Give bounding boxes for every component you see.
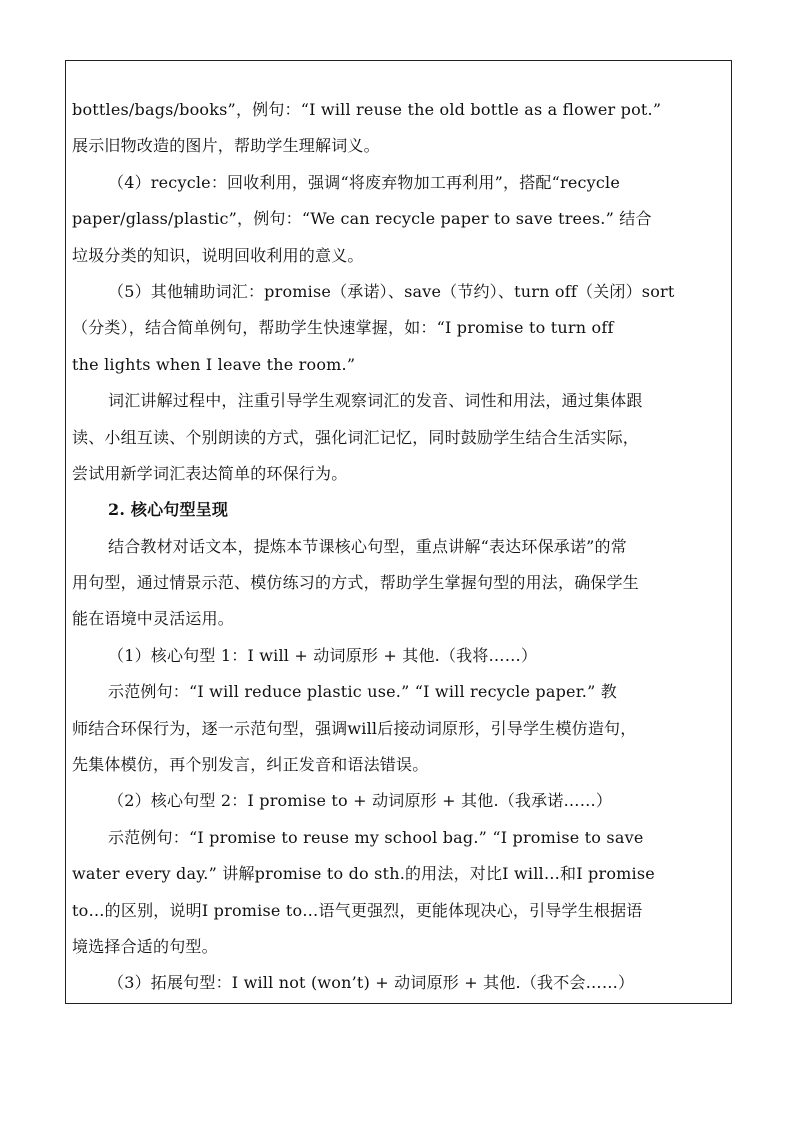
text-line: （5）其他辅助词汇：promise（承诺）、save（节约）、turn off（关闭）sort <box>108 281 675 301</box>
text-line: 先集体模仿，再个别发言，纠正发音和语法错误。 <box>72 755 429 775</box>
text-line: 示范例句：“I will reduce plastic use.” “I will recycle paper.” 教 <box>108 682 617 702</box>
section-heading: 2. 核心句型呈现 <box>108 500 229 520</box>
text-line: the lights when I leave the room.” <box>72 354 356 374</box>
text-line: 境选择合适的句型。 <box>72 936 218 956</box>
text-line: 垃圾分类的知识，说明回收利用的意义。 <box>72 245 364 265</box>
text-line: paper/glass/plastic”，例句：“We can recycle paper to save trees.” 结合 <box>72 209 652 229</box>
text-line: 词汇讲解过程中，注重引导学生观察词汇的发音、词性和用法，通过集体跟 <box>108 391 643 411</box>
text-line: 师结合环保行为，逐一示范句型，强调will后接动词原形，引导学生模仿造句， <box>72 718 637 738</box>
text-line: （分类），结合简单例句，帮助学生快速掌握，如：“I promise to turn off <box>72 318 614 338</box>
text-line: 示范例句：“I promise to reuse my school bag.” “I promise to save <box>108 827 644 847</box>
text-line: to…的区别，说明I promise to…语气更强烈，更能体现决心，引导学生根据语 <box>72 900 643 920</box>
text-line: （2）核心句型 2：I promise to + 动词原形 + 其他.（我承诺……） <box>108 791 613 811</box>
text-line: 读、小组互读、个别朗读的方式，强化词汇记忆，同时鼓励学生结合生活实际， <box>72 427 640 447</box>
text-line: （1）核心句型 1：I will + 动词原形 + 其他.（我将……） <box>108 645 538 665</box>
text-line: 能在语境中灵活运用。 <box>72 609 235 629</box>
text-line: （4）recycle：回收利用，强调“将废弃物加工再利用”，搭配“recycle <box>108 172 621 192</box>
text-line: 尝试用新学词汇表达简单的环保行为。 <box>72 463 348 483</box>
text-line: water every day.” 讲解promise to do sth.的用法，对比I will…和I promise <box>72 864 655 884</box>
text-line: 展示旧物改造的图片，帮助学生理解词义。 <box>72 136 380 156</box>
text-line: 结合教材对话文本，提炼本节课核心句型，重点讲解“表达环保承诺”的常 <box>108 536 627 556</box>
document-text-block <box>72 92 722 1002</box>
text-line: bottles/bags/books”，例句：“I will reuse the old bottle as a flower pot.” <box>72 100 662 119</box>
text-line: 用句型，通过情景示范、模仿练习的方式，帮助学生掌握句型的用法，确保学生 <box>72 573 640 593</box>
text-line: （3）拓展句型：I will not (won’t) + 动词原形 + 其他.（我不会……） <box>108 973 635 993</box>
